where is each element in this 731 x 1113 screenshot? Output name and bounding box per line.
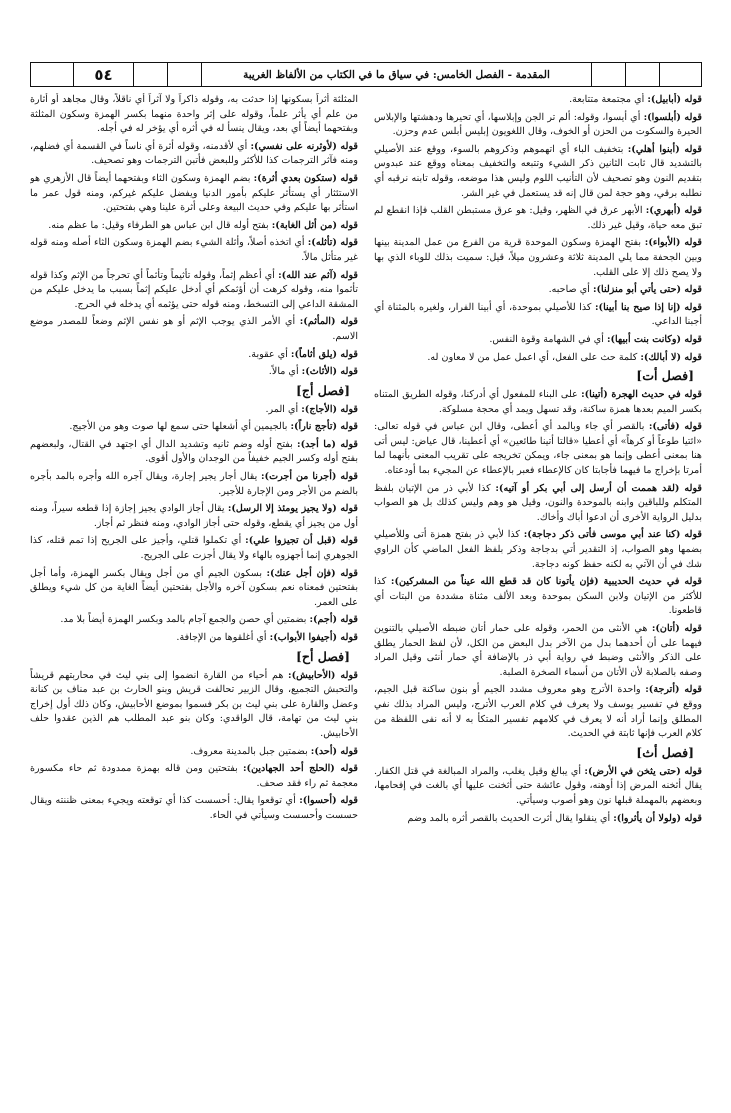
entry-text: أي توقعوا يقال: أحسست كذا أي توقعته ويجيء بمعنى ظننته ويقال حسست وأحسست وسيأتي في الحاء.	[30, 795, 358, 821]
entry-text: أي أيسوا، وقوله: ألم تر الجن وإبلاسها، أي تحيرها ودهشتها والإبلاس الحيرة والسكوت من الحزن أو الخوف، وقال اللغويون إبليس أبلس عدم وحزن.	[374, 111, 702, 138]
entry-headword: قوله (أتان):	[651, 623, 702, 634]
entry-text: أي في الشهامة وقوة النفس.	[489, 333, 607, 345]
entry-headword: قوله (آثم عند الله):	[278, 269, 358, 281]
entry-headword: قوله (الأحابيش):	[288, 669, 358, 681]
entry-headword: قوله (المأثم):	[299, 316, 358, 328]
entry-text: بسكون الجيم أي من أجل ويقال بكسر الهمزة، وأما أجل بفتحتين فمعناه نعم بسكون آخره والأجل بفتحتين أيضاً الغاية من كل شيء ويطلق على العمر.	[30, 567, 358, 608]
dictionary-entry	[30, 502, 358, 531]
header-empty-cell	[591, 63, 625, 86]
dictionary-entry	[374, 528, 702, 572]
dictionary-entry	[374, 420, 702, 478]
entry-headword: قوله (لا أبالك):	[640, 351, 702, 363]
entry-text: على البناء للمفعول أي أدركنا، وقوله الطريق المتناه بكسر الميم بعدها همزة ساكنة، وقد تسهل ويمد أي محجة مسلوكة.	[374, 389, 702, 415]
header-empty-cell	[659, 63, 701, 86]
left-column	[30, 93, 358, 1103]
entry-text: كذا للأكثر من الإتيان ولابن السكن بموحدة وبعد الألف مثناة مشددة من البتات أي قاطعونا.	[374, 576, 702, 617]
dictionary-entry	[374, 388, 702, 417]
entry-text: بضمتين أي حصن والجمع آجام بالمد وبكسر الهمزة أيضاً بلا مد.	[60, 614, 310, 626]
header-empty-cell	[167, 63, 201, 86]
entry-text: كذا للأصيلي بموحدة، أي أبينا الفرار، ولغيره بالمثناة أي أجبنا الداعي.	[374, 301, 702, 328]
section-heading: [فصل أث]	[636, 744, 694, 760]
dictionary-entry	[30, 613, 358, 628]
entry-headword: قوله (الحلج أحد الجهادين):	[242, 763, 358, 775]
dictionary-entry	[30, 438, 358, 467]
entry-headword: قوله (تأثله):	[307, 237, 358, 249]
entry-headword: قوله (لأوثرنه على نفسي):	[250, 140, 358, 152]
section-heading: [فصل أح]	[295, 648, 350, 664]
entry-headword: قوله (أحد):	[310, 745, 358, 757]
entry-headword: قوله (تأجج ناراً):	[290, 421, 358, 433]
header-empty-cell	[625, 63, 659, 86]
dictionary-entry	[30, 93, 358, 137]
entry-headword: قوله (أترجة):	[645, 684, 702, 696]
right-column	[374, 93, 702, 1103]
dictionary-entry	[374, 482, 702, 526]
entry-text: بفتحتين ومن قاله بهمزة ممدودة ثم حاء مكسورة معجمة ثم راء فقد صحف.	[30, 763, 358, 789]
entry-text: أي تكملوا قتلي، وأجيز على الجريح إذا تمم قتله، كذا الجوهري إنما أجهزوه بالهاء ولا يقال أجزت على الجريح.	[30, 535, 358, 562]
entry-text: واحدة الأترج وهو معروف مشدد الجيم أو بنون ساكنة قبل الجيم، ووقع في تفسير يوسف ولا يعرف في كلام العرب الأترج، وليس المراد بذلك نفي المطلق وإنما أراد أنه لا يعرف في كلامهم تفسير المتكأ به لا أنه نفى اللفظة من كلام العرب فإنها ثابتة في الحديث.	[374, 684, 702, 740]
entry-headword: قوله (حتى يثخن في الأرض):	[584, 765, 702, 777]
entry-headword: قوله (أبابيل):	[647, 94, 702, 105]
entry-headword: قوله (من أثل الغابة):	[271, 219, 358, 231]
dictionary-entry	[30, 365, 358, 380]
entry-text: أي ينقلوا يقال أثرت الحديث بالقصر أثره بالمد وضم	[407, 812, 614, 824]
entry-text: أي صاحبه.	[548, 284, 593, 296]
page-header	[30, 62, 702, 87]
entry-headword: قوله (أجيفوا الأبواب):	[269, 632, 358, 643]
entry-headword: قوله (الأبواء):	[644, 237, 702, 249]
dictionary-entry	[374, 143, 702, 201]
entry-text: بالجيمين أي أشعلها حتى سمع لها صوت وهو من الأجيج.	[69, 421, 291, 433]
dictionary-entry	[30, 669, 358, 742]
entry-headword: قوله (أجرنا من أجرت):	[261, 471, 358, 483]
entry-headword: قوله (يلق أثاماً):	[290, 348, 358, 360]
entry-headword: قوله (إنا إذا صيح بنا أبينا):	[594, 301, 702, 313]
entry-headword: قوله (أحسوا):	[299, 795, 358, 807]
entry-text: المثلثة أثراً بسكونها إذا حدثت به، وقوله ذاكراً ولا آثراً أي ناقلاً، وقال مجاهد أو أثارة من علم أي يأثر علماً، وقوله على إثر واحدة منهما بكسر الهمزة وسكون المثلثة وبفتحهما أيضاً أي بعد، ويقال ينسأ له في أثره أي يؤخر له في أجله.	[30, 94, 358, 135]
entry-text: كذا لأبي ذر بفتح همزة أتى وللأصيلي بضمها وهو الصواب، إذ التقدير أتي بدجاجة وذكر بلفظ الفعل الماضي كأن الراوي شك في أن الآتي به لكنه حفظ كونه دجاجة.	[374, 529, 702, 570]
entry-text: أي يبالغ وقيل يغلب، والمراد المبالغة في قتل الكفار. يقال أثخنه المرض إذا أوهنه، وقول عائشة حتى أثخنت عليها أي بالغت في إفحامها، وبعضهم بالمهملة قبلها نون وهو أصوب وسيأتي.	[374, 765, 702, 806]
entry-headword: قوله (فإن أجل عنك):	[266, 567, 358, 579]
entry-text: أي اتخذه أصلاً، وأثلة الشيء بضم الهمزة وسكون الثاء أصله ومنه قوله غير متأثل مالاً.	[30, 237, 358, 263]
dictionary-entry	[374, 204, 702, 233]
dictionary-entry	[30, 269, 358, 313]
entry-text: يقال أجار يجير إجارة، ويقال آجره الله وأجره بالمد بأجره بالضم من الأجر ومن الإجارة للأجير.	[30, 471, 358, 497]
section-heading: [فصل أت]	[636, 368, 694, 384]
entry-text: بالقصر أي جاء وبالمد أي أعطى، وقال ابن عباس في قوله تعالى: «ائتيا طوعاً أو كرهاً» أي أعطيا «قالتا أتينا طائعين» أي أعطينا، قال عياض: ليس أتى هنا بمعنى أعطى وإنما هو بمعنى جاء، ويمكن تخريجه على تقريب المعنى بأنهما لما أمرتا بإخراج ما فيهما فأجابتا كان كالإعطاء فعبر بالإعطاء عن المجيء بما أودعتاه.	[374, 421, 702, 477]
header-empty-cell	[133, 63, 167, 86]
dictionary-entry	[30, 403, 358, 418]
entry-headword: قوله (الأجاج):	[301, 403, 358, 415]
entry-text: أي أعظم إثماً، وقوله تأثيماً وتأثماً أي تحرجاً من الإثم وكذا قوله تأثموا منه، وقوله كرهت أن أؤثمكم أي أدخل عليكم إثماً بسبب ما يدخل عليكم من المشقة الداعي إلى التسخط، ومنه قوله حتى يؤثمه أي يدخله في الحرج.	[30, 269, 358, 310]
entry-headword: قوله (كنا عند أبي موسى فأتى ذكر دجاجة):	[523, 529, 702, 541]
entry-text: بضم الهمزة وسكون الثاء وبفتحهما أيضاً قال الأزهري هو الاستئثار أي يستأثر عليكم بأمور الدنيا ويفضل عليكم غيركم، ومنه قول عمر ما استأثر بها عليكم وفي حديث البيعة وعلى أثرة علينا وهي بفتحتين.	[30, 172, 358, 214]
dictionary-entry	[30, 567, 358, 611]
entry-text: كذا لأبي ذر من الإتيان بلفظ المتكلم وللباقين وابنه بالموحدة والنون، وقيل هو وهم وليس كذلك بل هو الصواب بدليل الرواية الأخرى أن ادعوا أباك وأخاك.	[374, 482, 702, 523]
page-number: ٥٤	[73, 63, 133, 86]
dictionary-entry	[374, 575, 702, 619]
entry-headword: قوله (أبهري):	[645, 205, 702, 217]
entry-text: أي عقوبة.	[248, 348, 291, 360]
dictionary-entry	[374, 333, 702, 348]
entry-headword: قوله (أجم):	[309, 614, 358, 626]
dictionary-entry	[374, 283, 702, 298]
entry-text: بفتح أوله وضم ثانيه وتشديد الدال أي اجتهد في القتال، ولبعضهم بفتح أوله وكسر الجيم خفيفاً من الوجدان والأول أقوى.	[30, 438, 358, 465]
entry-headword: قوله (ما أجد):	[297, 438, 358, 450]
entry-text: أي المر.	[265, 403, 302, 415]
entry-text: أي الأمر الذي يوجب الإثم أو هو نفس الإثم وضعاً للمصدر موضع الاسم.	[30, 316, 358, 342]
entry-headword: قوله (الأثاث):	[301, 366, 358, 378]
entry-text: بضمتين جبل بالمدينة معروف.	[190, 745, 311, 757]
dictionary-entry	[374, 111, 702, 140]
entry-headword: قوله في حديث الحديبية (فإن يأتونا كان قد قطع الله عيناً من المشركين):	[390, 576, 702, 588]
section-heading: [فصل أج]	[295, 382, 350, 398]
entry-headword: قوله (لقد هممت أن أرسل إلى أبي بكر أو آتيه):	[495, 482, 702, 494]
entry-headword: قوله (أبلسوا):	[643, 111, 702, 123]
entry-text: هم أحياء من القارة انضموا إلى بني ليث في محاربتهم قريشاً والتحبش التجميع، وقال الزبير تحالفت قريش وبنو الحارث بن عبد مناف بن كنانة وعضل والقارة على بني ليث بن بكر فسموا بموضع الأحابيش، وكان ذلك أول إخراج بني ليث من تهامة، قال الواقدي: وكان بنو عبد المطلب هم الذين عقدوا حلف الأحابيش.	[30, 669, 358, 739]
entry-text: بفتح الهمزة وسكون الموحدة قرية من الفرع من عمل المدينة بينها وبين الجحفة مما يلي المدينة ثلاثة وعشرون ميلاً، قيل: سميت بذلك للوباء الذي بها ولا يصح ذلك إلا على القلب.	[374, 237, 702, 278]
entry-text: الأبهر عرق في الظهر، وقيل: هو عرق مستبطن القلب فإذا انقطع لم تبق معه حياة، وقيل غير ذلك.	[374, 205, 702, 231]
dictionary-entry	[30, 794, 358, 823]
entry-headword: قوله (قبل أن تجيزوا علي):	[245, 535, 358, 547]
dictionary-entry	[374, 236, 702, 280]
dictionary-entry	[30, 762, 358, 791]
entry-headword: قوله (أبنوا أهلي):	[627, 143, 702, 155]
entry-headword: قوله في حديث الهجرة (أتينا):	[581, 389, 702, 401]
entry-text: بفتح أوله قال ابن عباس هو الطرفاء وقيل: ما عظم منه.	[48, 219, 272, 231]
header-empty-cell	[31, 63, 73, 86]
entry-text: أي مجتمعة متتابعة.	[569, 94, 648, 105]
entry-headword: قوله (ولولا أن يأثروا):	[613, 812, 702, 824]
entry-text: بتخفيف الباء أي اتهموهم وذكروهم بالسوء، ووقع عند الأصيلي بالتشديد قال ثابت الثانين ذكر الشيء وتتبعه والتخفيف بمعناه ووقع عند عبدوس بتقديم النون وهو تصحيف لأن التأنيب اللوم وليس هذا موضعه، وقوله تابنه نرقبه أي نطلبه برقي، وهو حجة لمن قال إنه قد يستعمل في غير الشر.	[374, 143, 702, 199]
dictionary-entry	[374, 683, 702, 741]
dictionary-entry	[30, 420, 358, 435]
dictionary-entry	[30, 236, 358, 265]
dictionary-entry	[374, 351, 702, 366]
dictionary-entry	[374, 301, 702, 330]
dictionary-entry	[30, 470, 358, 499]
dictionary-entry	[30, 534, 358, 563]
dictionary-entry	[374, 93, 702, 108]
entry-text: كلمة حث على الفعل، أي اعمل عمل من لا معاون له.	[427, 351, 641, 363]
entry-headword: قوله (ولا يجيز يومئذ إلا الرسل):	[227, 503, 358, 515]
entry-headword: قوله (ستكون بعدي أثرة):	[253, 172, 358, 184]
page-body	[30, 93, 702, 1103]
entry-text: أي لأقدمنه، وقوله أثرة أي ناساً في القسمة أي فضلهم، ومنه فآثر الترجمات كذا للأكثر وللبعض فأتبن الترجمات وهو تصحيف.	[30, 140, 358, 167]
dictionary-entry	[30, 631, 358, 646]
dictionary-entry	[30, 172, 358, 216]
dictionary-entry	[30, 745, 358, 760]
dictionary-entry	[30, 315, 358, 344]
entry-headword: قوله (حتى يأتي أبو منزلنا):	[592, 284, 702, 296]
entry-text: هي الأنثى من الحمر، وقوله على حمار أتان ضبطه الأصيلي بالتنوين فيهما على أن أحدهما بدل من الآخر بدل البعض من الكل، لأن لفظ الحمار يطلق على الذكر والأنثى وضبط في رواية أبي ذر بالإضافة أي حمار أنثى وقيل المراد وصفه بالصلابة لأن الأتان من أسماء الصخرة الصلبة.	[374, 623, 702, 678]
dictionary-entry	[374, 622, 702, 680]
entry-text: أي أغلقوها من الإجافة.	[176, 632, 270, 643]
entry-headword: قوله (وكانت بنت أبيها):	[606, 333, 702, 345]
dictionary-entry	[374, 765, 702, 809]
dictionary-entry	[30, 219, 358, 234]
dictionary-entry	[30, 348, 358, 363]
entry-text: يقال أجاز الوادي يجيز إجازة إذا قطعه سيراً، ومنه أول من يجيز أي يقطع، وقوله حتى أجاز الوادي، ومنه فنظر ثم أجاز.	[30, 503, 358, 529]
entry-text: أي مالاً.	[268, 366, 302, 378]
running-title: المقدمة - الفصل الخامس: في سياق ما في الكتاب من الألفاظ الغريبة	[201, 63, 591, 86]
dictionary-entry	[30, 140, 358, 169]
entry-headword: قوله (فأتى):	[648, 421, 702, 433]
dictionary-entry	[374, 812, 702, 827]
